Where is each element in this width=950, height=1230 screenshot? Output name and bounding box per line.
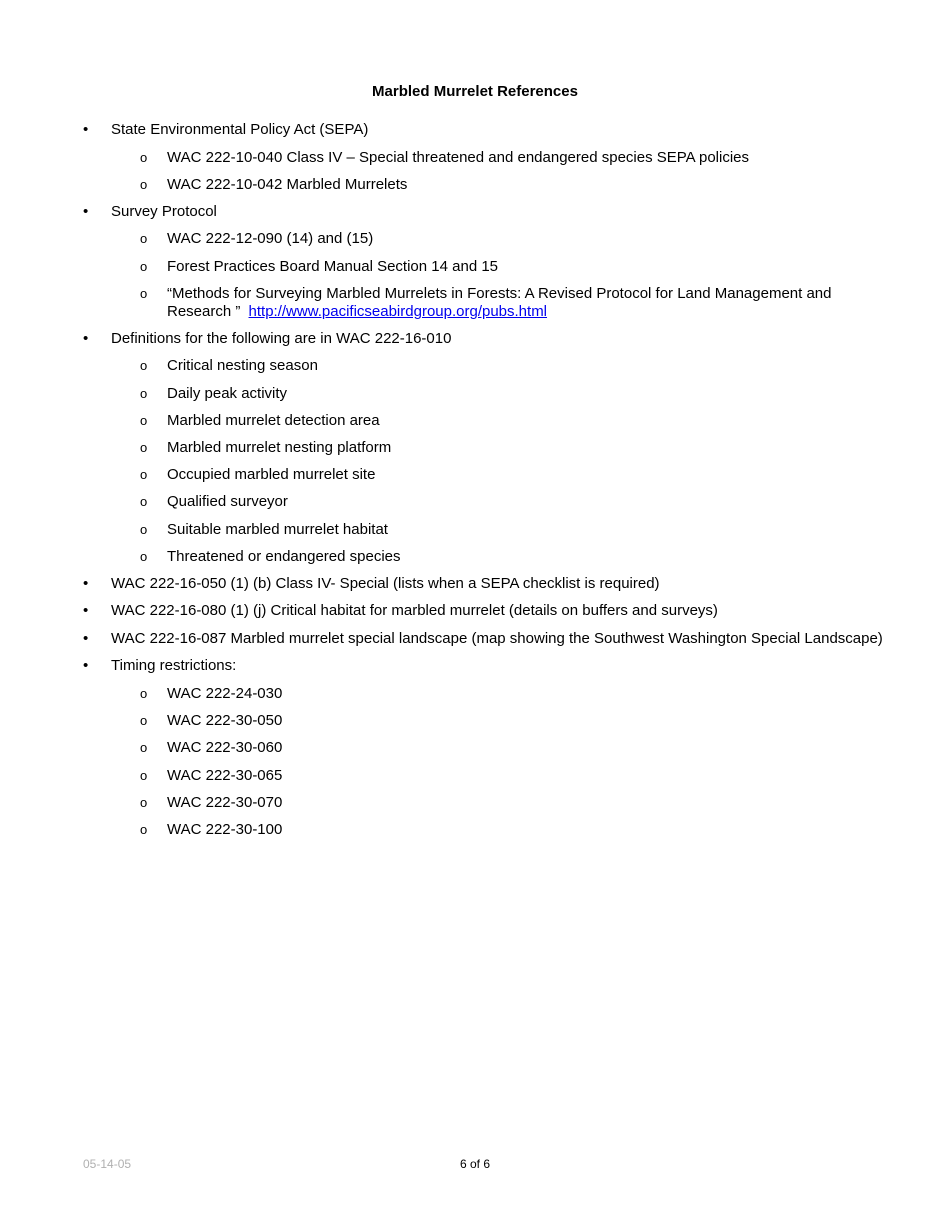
footer-page-number: 6 of 6 <box>459 1157 491 1171</box>
list-item-text: Forest Practices Board Manual Section 14 and 15 <box>167 257 499 275</box>
sub-list-item <box>0 794 950 812</box>
list-item <box>0 575 950 593</box>
sub-list-item <box>0 466 950 484</box>
list-item-text: WAC 222-16-087 Marbled murrelet special landscape (map showing the Southwest Washington Special Landscape) <box>111 629 883 647</box>
list-item-text: Marbled murrelet detection area <box>167 411 380 429</box>
list-item-text: WAC 222-10-042 Marbled Murrelets <box>167 175 408 193</box>
circle-bullet-icon: o <box>140 548 148 564</box>
circle-bullet-icon: o <box>140 440 148 455</box>
sub-list-item <box>0 767 950 785</box>
footer-date: 05-14-05 <box>83 1157 132 1171</box>
list-item-text: “Methods for Surveying Marbled Murrelets in Forests: A Revised Protocol for Land Management and Research ” <box>167 284 832 320</box>
sub-list-item <box>0 739 950 757</box>
list-item-text: WAC 222-10-040 Class IV – Special threatened and endangered species SEPA policies <box>167 148 750 166</box>
list-item-text: WAC 222-16-050 (1) (b) Class IV- Special (lists when a SEPA checklist is required) <box>111 574 660 592</box>
circle-bullet-icon: o <box>140 794 148 810</box>
list-item-text: Critical nesting season <box>167 357 318 375</box>
list-item <box>0 121 950 139</box>
list-item <box>0 203 950 221</box>
bullet-icon: • <box>83 629 89 647</box>
circle-bullet-icon: o <box>140 176 148 192</box>
list-item <box>0 602 950 620</box>
list-item-text: State Environmental Policy Act (SEPA) <box>111 121 369 138</box>
sub-list-item <box>0 357 950 375</box>
circle-bullet-icon: o <box>140 285 148 301</box>
sub-list-item <box>0 685 950 703</box>
bullet-icon: • <box>83 329 89 347</box>
sub-list-item <box>0 258 950 276</box>
bullet-icon: • <box>83 574 89 592</box>
circle-bullet-icon: o <box>140 412 148 428</box>
circle-bullet-icon: o <box>140 467 148 483</box>
list-item-text: Qualified surveyor <box>167 493 288 511</box>
bullet-icon: • <box>83 202 89 220</box>
circle-bullet-icon: o <box>140 149 148 165</box>
list-item <box>0 630 950 648</box>
list-item-text: WAC 222-30-060 <box>167 739 283 757</box>
list-item-text: WAC 222-30-100 <box>167 820 283 838</box>
reference-link[interactable]: http://www.pacificseabirdgroup.org/pubs.html <box>248 302 548 320</box>
sub-list-item <box>0 821 950 839</box>
list-item-text: Definitions for the following are in WAC 222-16-010 <box>111 329 452 347</box>
sub-list-item <box>0 439 950 457</box>
list-item-text: Marbled murrelet nesting platform <box>167 439 392 456</box>
list-item <box>0 330 950 348</box>
list-item-text: WAC 222-24-030 <box>167 684 283 702</box>
circle-bullet-icon: o <box>140 358 148 374</box>
sub-list-item <box>0 493 950 511</box>
circle-bullet-icon: o <box>140 821 148 837</box>
list-item-text: Suitable marbled murrelet habitat <box>167 520 388 538</box>
list-item-text: Daily peak activity <box>167 384 288 402</box>
circle-bullet-icon: o <box>140 713 148 729</box>
sub-list-item <box>0 149 950 167</box>
list-item <box>0 657 950 675</box>
sub-list-item <box>0 412 950 430</box>
list-item-text: Threatened or endangered species <box>167 547 401 565</box>
list-item-text: Survey Protocol <box>111 202 217 220</box>
list-item-text: WAC 222-30-065 <box>167 766 283 784</box>
circle-bullet-icon: o <box>140 685 148 701</box>
circle-bullet-icon: o <box>140 521 148 537</box>
circle-bullet-icon: o <box>140 231 148 247</box>
list-item-text: WAC 222-30-070 <box>167 793 283 811</box>
list-item-text: WAC 222-16-080 (1) (j) Critical habitat for marbled murrelet (details on buffers and surveys) <box>111 602 718 620</box>
page-title: Marbled Murrelet References <box>372 83 578 100</box>
sub-list-item <box>0 385 950 403</box>
sub-list-item <box>0 230 950 248</box>
sub-list-item <box>0 712 950 730</box>
bullet-icon: • <box>83 121 89 138</box>
bullet-icon: • <box>83 657 89 675</box>
bullet-icon: • <box>83 602 89 620</box>
circle-bullet-icon: o <box>140 494 148 510</box>
sub-list-item <box>0 521 950 539</box>
list-item-text: WAC 222-30-050 <box>167 712 283 730</box>
list-item-text: Timing restrictions: <box>111 657 237 675</box>
circle-bullet-icon: o <box>140 767 148 783</box>
reference-list <box>0 121 950 848</box>
sub-list-item <box>0 176 950 194</box>
list-item-text: WAC 222-12-090 (14) and (15) <box>167 230 374 248</box>
sub-list-item <box>0 285 950 321</box>
circle-bullet-icon: o <box>140 385 148 401</box>
sub-list-item <box>0 548 950 566</box>
circle-bullet-icon: o <box>140 740 148 756</box>
circle-bullet-icon: o <box>140 258 148 274</box>
list-item-text: Occupied marbled murrelet site <box>167 466 376 484</box>
